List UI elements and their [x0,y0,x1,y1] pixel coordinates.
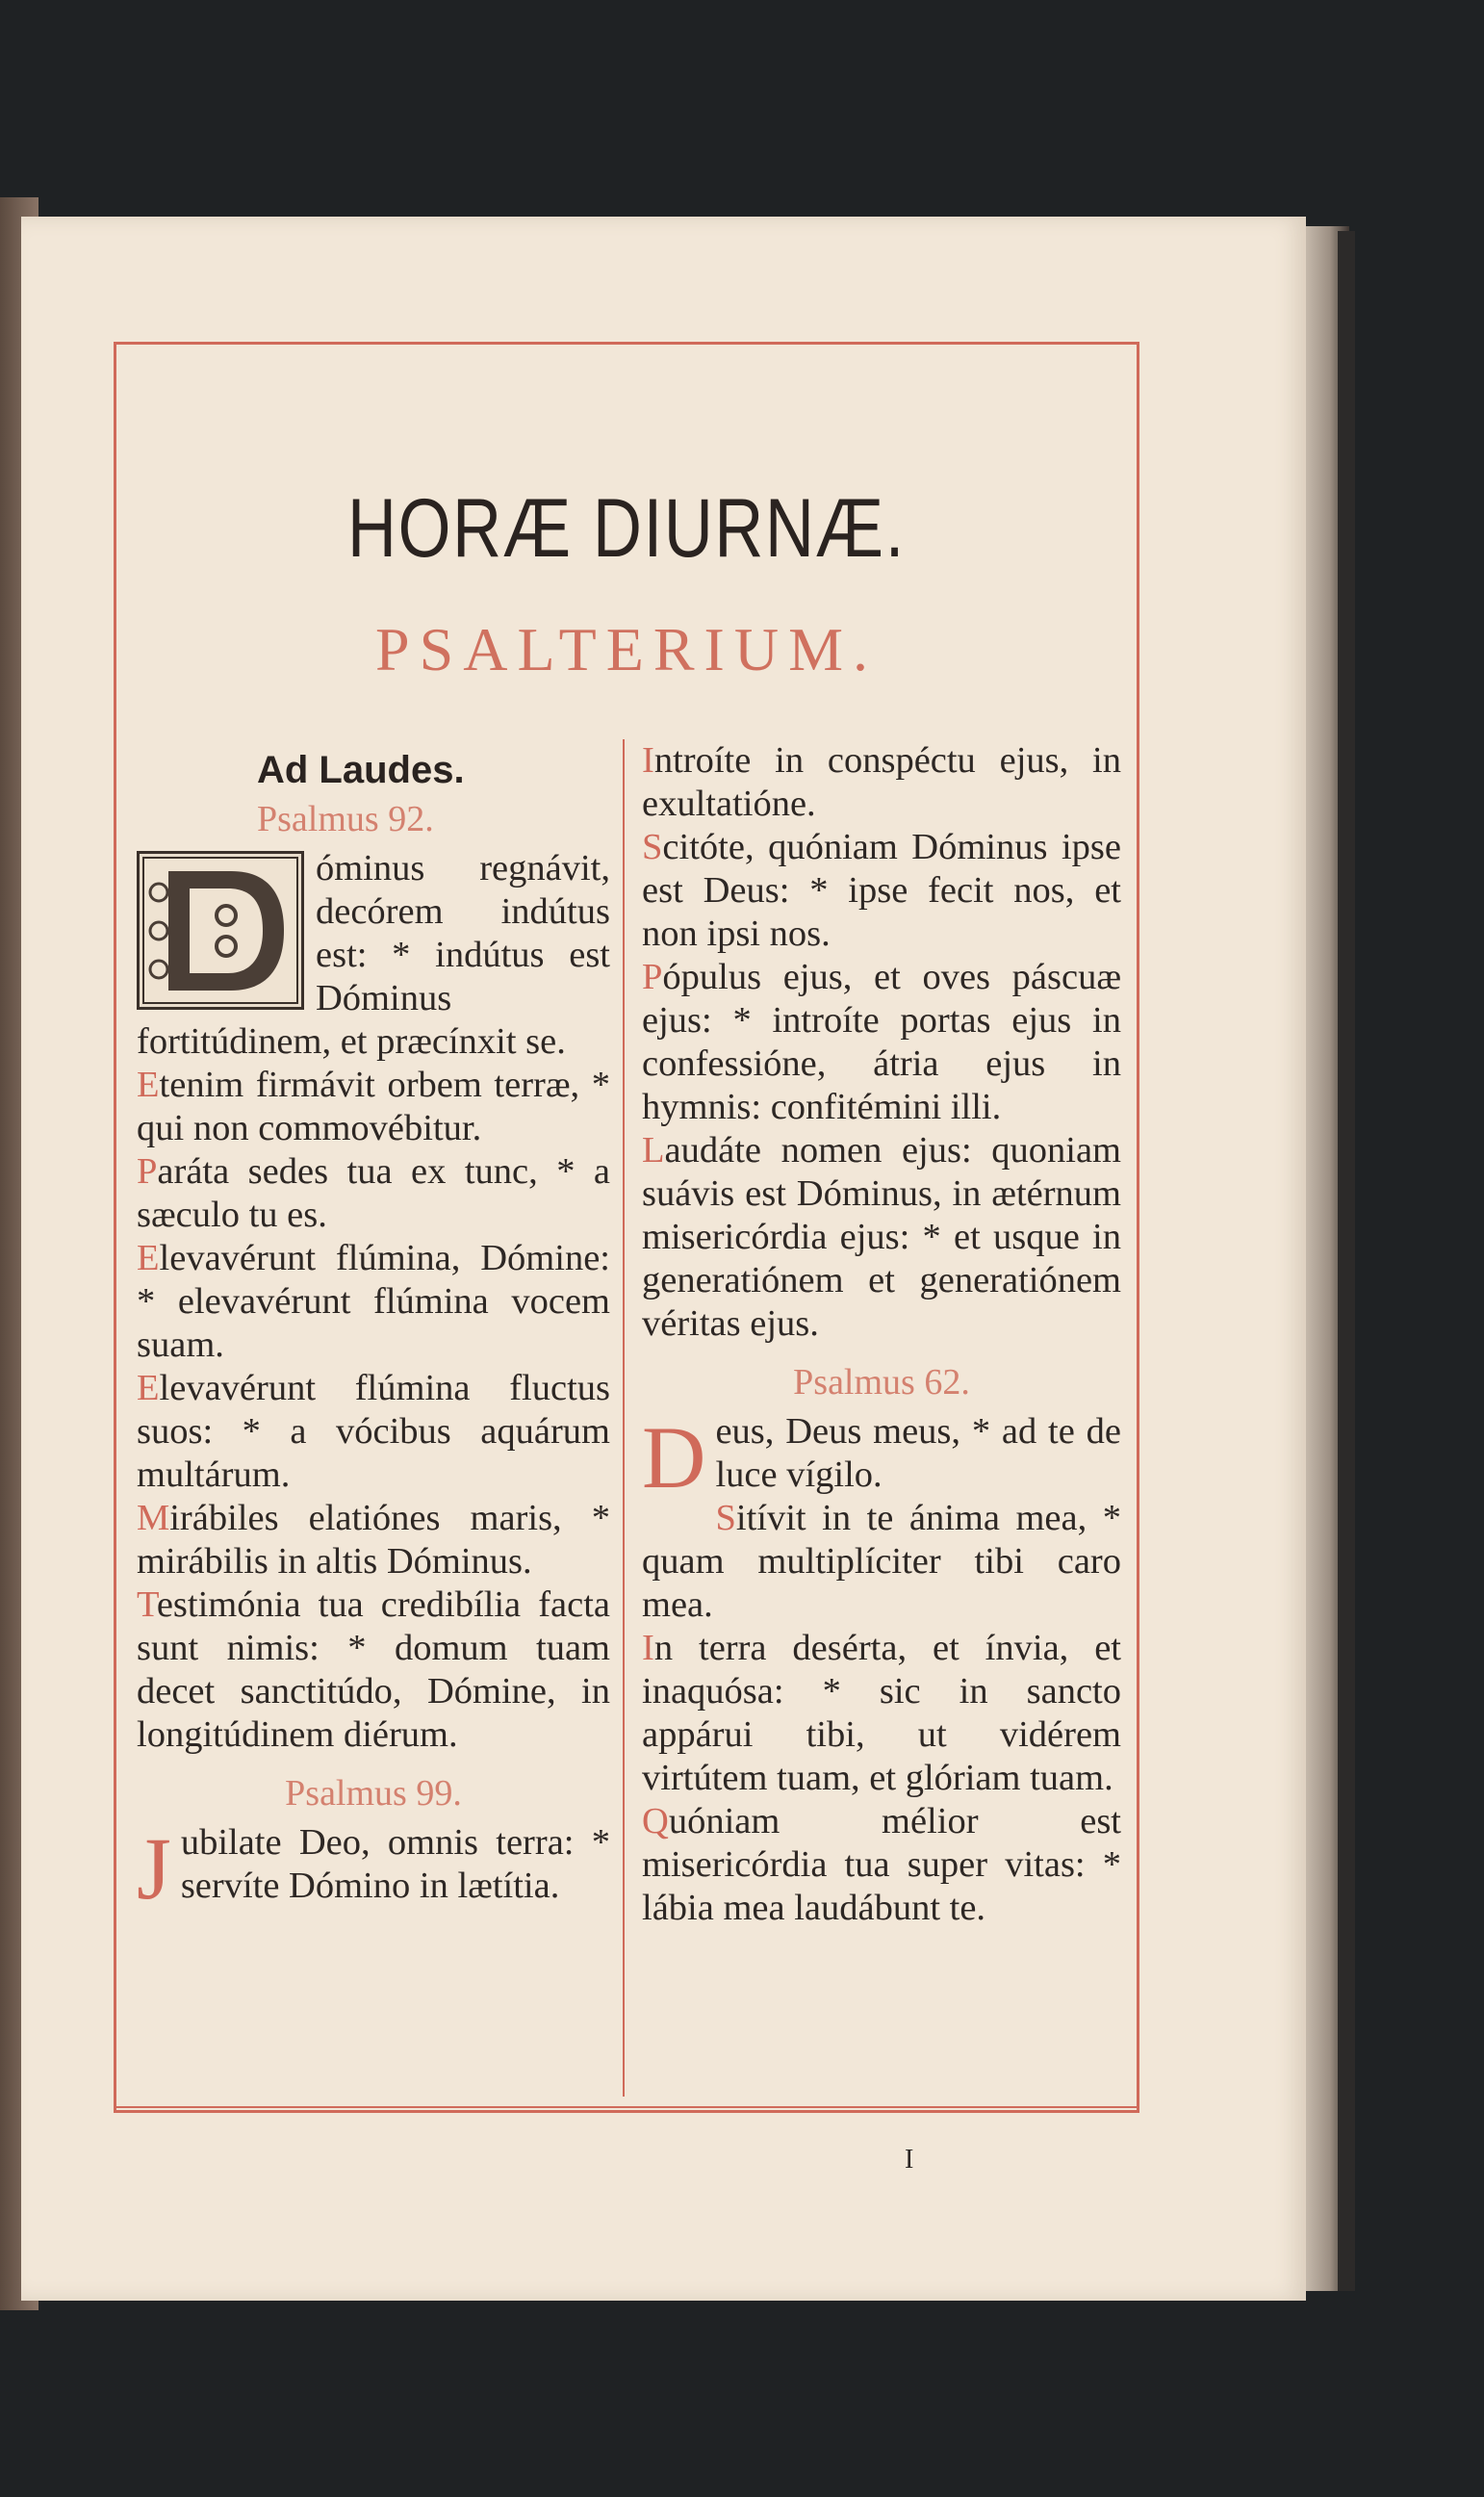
verse-text: eus, Deus meus, * ad te de luce vígilo. [715,1411,1121,1495]
verse [642,1497,1121,1627]
verse [642,1800,1121,1930]
verse-initial: P [642,957,663,997]
page-subtitle: PSALTERIUM. [375,615,878,683]
verse-initial: S [642,827,663,867]
psalm-heading: Psalmus 99. [285,1773,462,1814]
verse [137,1819,610,1918]
verse-text: aráta sedes tua ex tunc, * a sæculo tu es. [137,1151,610,1235]
verse-initial: E [137,1238,160,1278]
verse-text: audáte nomen ejus: quoniam suávis est Dóminus, in ætérnum misericórdia ejus: * et usque in generatiónem et generatiónem véritas ejus. [642,1130,1121,1344]
verse [642,739,1121,826]
verse-text: levavérunt flúmina, Dómine: * elevavérunt flúmina vocem suam. [137,1238,610,1365]
verse-text: ópulus ejus, et oves páscuæ ejus: * introíte portas ejus in confessióne, átria ejus in hymnis: confitémini illi. [642,957,1121,1127]
verse-text: tenim firmávit orbem terræ, * qui non commovébitur. [137,1065,610,1148]
verse-initial: Q [642,1801,669,1841]
psalm-heading: Psalmus 62. [793,1362,970,1403]
verse-text: ntroíte in conspéctu ejus, in exultatióne. [642,740,1121,824]
verse [137,1497,610,1583]
verse-text: ubilate Deo, omnis terra: * servíte Dómino in lætítia. [180,1822,610,1906]
ornate-initial-d-icon [137,851,304,1010]
verse-initial: E [137,1065,160,1105]
verse [642,826,1121,956]
verse-text: uóniam mélior est misericórdia tua super vitas: * lábia mea laudábunt te. [642,1801,1121,1928]
page-title: HORÆ DIURNÆ. [347,482,906,575]
red-border-double-line [114,2106,1139,2108]
verse [137,1583,610,1757]
verse-text: itívit in te ánima mea, * quam multiplíciter tibi caro mea. [642,1498,1121,1625]
verse [642,1627,1121,1800]
verse-initial: I [642,740,654,781]
verse-text: óminus regnávit, decórem indútus est: * indútus est Dóminus fortitúdinem, et præcínxit se. [137,848,610,1062]
verse-text: n terra desérta, et ínvia, et inaquósa: * sic in sancto appárui tibi, ut vidérem virtútem tuam, et glóriam tuam. [642,1628,1121,1798]
drop-cap: D [642,1408,706,1506]
verse [642,956,1121,1129]
verse [137,1150,610,1237]
verse [137,1367,610,1497]
drop-cap: J [137,1819,171,1918]
verse-initial: L [642,1130,665,1171]
verse-initial: T [137,1584,157,1625]
book-cover-right [1338,231,1355,2291]
verse-text: levavérunt flúmina fluctus suos: * a vócibus aquárum multárum. [137,1368,610,1495]
verse-initial: M [137,1498,170,1538]
verse [137,1064,610,1150]
psalm-heading: Psalmus 92. [257,799,434,839]
right-column [642,739,1121,1930]
verse-initial: S [715,1498,736,1538]
verse-text: citóte, quóniam Dóminus ipse est Deus: * ipse fecit nos, et non ipsi nos. [642,827,1121,954]
verse-initial: I [642,1628,654,1668]
verse [137,1237,610,1367]
verse [642,1129,1121,1346]
section-heading: Ad Laudes. [257,749,465,791]
verse-text: estimónia tua credibília facta sunt nimis: * domum tuam decet sanctitúdo, Dómine, in longitúdinem diérum. [137,1584,610,1755]
verse-initial: E [137,1368,160,1408]
verse [137,847,610,1064]
column-divider [623,739,625,2097]
verse-initial: P [137,1151,158,1192]
page-number: I [905,2145,914,2175]
verse-text: irábiles elatiónes maris, * mirábilis in altis Dóminus. [137,1498,610,1582]
left-column [137,746,610,1918]
verse [642,1408,1121,1506]
